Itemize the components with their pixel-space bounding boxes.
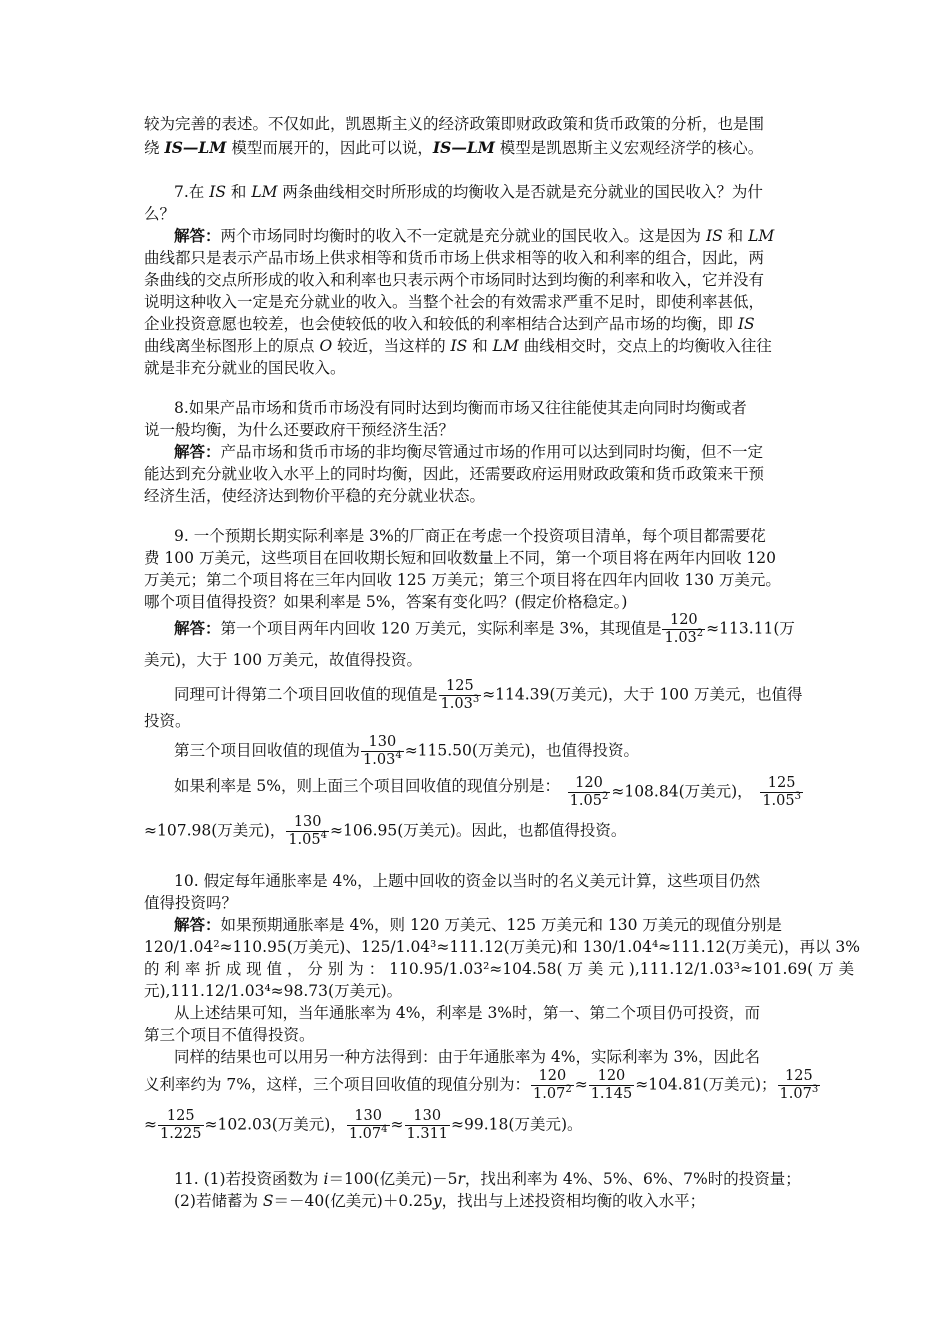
- intro-line-1: 较为完善的表述。不仅如此，凯恩斯主义的经济政策即财政政策和货币政策的分析，也是围: [144, 115, 765, 133]
- q11-line-2: (2)若储蓄为 S＝－40(亿美元)＋0.25y，找出与上述投资相均衡的收入水平；: [174, 1192, 706, 1210]
- intro-line-2: 绕 IS—LM 模型而展开的，因此可以说，IS—LM 模型是凯恩斯主义宏观经济学的核心。: [144, 138, 764, 157]
- fraction-120-over-1.145: $\frac{120}{1.145}$: [590, 1068, 633, 1102]
- q8-answer-line-3: 经济生活，使经济达到物价平稳的充分就业状态。: [144, 487, 486, 505]
- q8-question-line-1: 8.如果产品市场和货币市场没有同时达到均衡而市场又往往能使其走向同时均衡或者: [174, 399, 747, 417]
- q8-answer-line-2: 能达到充分就业收入水平上的同时均衡，因此，还需要政府运用财政政策和货币政策来干预: [144, 465, 765, 483]
- q9-question-line-4: 哪个项目值得投资？如果利率是 5%，答案有变化吗？(假定价格稳定。): [144, 593, 628, 611]
- q9-question-line-2: 费 100 万美元，这些项目在回收期长短和回收数量上不同，第一个项目将在两年内回收 120: [144, 549, 776, 567]
- fraction-130-over-1.07-4: $\frac{130}{1.07^4}$: [348, 1108, 388, 1142]
- q7-answer-line-6: 曲线离坐标图形上的原点 O 较近，当这样的 IS 和 LM 曲线相交时，交点上的均衡收入往往: [144, 337, 772, 355]
- q7-question-line-1: 7.在 IS 和 LM 两条曲线相交时所形成的均衡收入是否就是充分就业的国民收入？为什: [174, 183, 763, 201]
- answer-label: 解答：: [174, 915, 221, 934]
- q11-line-1: 11. (1)若投资函数为 i＝100(亿美元)－5r，找出利率为 4%、5%、6%、7%时的投资量；: [174, 1170, 801, 1188]
- fraction-120-over-1.05-sq: $\frac{120}{1.05^2}$: [569, 775, 609, 809]
- q10-answer-line-2: 120/1.04²≈110.95(万美元)、125/1.04³≈111.12(万美元)和 130/1.04⁴≈111.12(万美元)，再以 3%: [144, 938, 860, 956]
- q9-question-line-1: 9. 一个预期长期实际利率是 3%的厂商正在考虑一个投资项目清单，每个项目都需要花: [174, 527, 766, 545]
- q9-answer-line-2: 美元)，大于 100 万美元，故值得投资。: [144, 651, 422, 669]
- fraction-125-over-1.03-cube: $\frac{125}{1.03^3}$: [440, 678, 480, 712]
- q10-answer-line-8: 义利率约为 7%，这样，三个项目回收值的现值分别为： $\frac{120}{1.07^2}$ ≈ $\frac{120}{1.145}$ ≈104.81(万美元)； $\frac{125}{1.07^3}$: [144, 1068, 819, 1102]
- fraction-120-over-1.07-sq: $\frac{120}{1.07^2}$: [533, 1068, 572, 1102]
- fraction-125-over-1.225: $\frac{125}{1.225}$: [160, 1108, 202, 1142]
- q10-question-line-1: 10. 假定每年通胀率是 4%，上题中回收的资金以当时的名义美元计算，这些项目仍然: [174, 872, 761, 890]
- q7-question-line-2: 么？: [144, 205, 176, 223]
- fraction-130-over-1.311: $\frac{130}{1.311}$: [406, 1108, 449, 1142]
- q10-answer-line-1: 解答：如果预期通胀率是 4%，则 120 万美元、125 万美元和 130 万美元的现值分别是: [174, 915, 782, 934]
- q7-answer-line-2: 曲线都只是表示产品市场上供求相等和货币市场上供求相等的收入和利率的组合，因此，两: [144, 249, 765, 267]
- q7-answer-line-5: 企业投资意愿也较差，也会使较低的收入和较低的利率相结合达到产品市场的均衡，即 IS: [144, 315, 755, 333]
- q7-answer-line-4: 说明这种收入一定是充分就业的收入。当整个社会的有效需求严重不足时，即使利率甚低，: [144, 293, 765, 311]
- q7-answer-line-7: 就是非充分就业的国民收入。: [144, 359, 346, 377]
- q9-answer-line-4: 投资。: [144, 712, 191, 730]
- q9-answer-line-6: 如果利率是 5%，则上面三个项目回收值的现值分别是： $\frac{120}{1.05^2}$ ≈108.84(万美元)， $\frac{125}{1.05^3}$: [174, 775, 801, 809]
- q9-answer-line-1: 解答：第一个项目两年内回收 120 万美元，实际利率是 3%，其现值是 $\frac{120}{1.03^2}$ ≈113.11(万: [174, 612, 795, 646]
- answer-label: 解答：: [174, 618, 221, 638]
- q10-answer-line-3: 的 利 率 折 成 现 值 ， 分 别 为 ： 110.95/1.03²≈104.58( 万 美 元 ),111.12/1.03³≈101.69( 万 美: [144, 960, 855, 978]
- fraction-130-over-1.03-4: $\frac{130}{1.03^4}$: [363, 734, 402, 768]
- q7-answer-line-3: 条曲线的交点所形成的收入和利率也只表示两个市场同时达到均衡的利率和收入，它并没有: [144, 271, 765, 289]
- answer-label: 解答：: [174, 442, 221, 461]
- fraction-130-over-1.05-4: $\frac{130}{1.05^4}$: [288, 814, 327, 848]
- q10-answer-line-6: 第三个项目不值得投资。: [144, 1026, 315, 1044]
- fraction-125-over-1.05-cube: $\frac{125}{1.05^3}$: [762, 775, 801, 809]
- q8-answer-line-1: 解答：产品市场和货币市场的非均衡尽管通过市场的作用可以达到同时均衡，但不一定: [174, 442, 764, 461]
- q9-answer-line-7: ≈107.98(万美元)， $\frac{130}{1.05^4}$ ≈106.95(万美元)。因此，也都值得投资。: [144, 814, 627, 848]
- fraction-120-over-1.03-sq: $\frac{120}{1.03^2}$: [664, 612, 704, 646]
- q9-answer-line-3: 同理可计得第二个项目回收值的现值是 $\frac{125}{1.03^3}$ ≈114.39(万美元)，大于 100 万美元，也值得: [174, 678, 803, 712]
- q9-question-line-3: 万美元；第二个项目将在三年内回收 125 万美元；第三个项目将在四年内回收 130 万美元。: [144, 571, 781, 589]
- q8-question-line-2: 说一般均衡，为什么还要政府干预经济生活？: [144, 421, 455, 439]
- q10-answer-line-5: 从上述结果可知，当年通胀率为 4%，利率是 3%时，第一、第二个项目仍可投资，而: [174, 1004, 761, 1022]
- fraction-125-over-1.07-cube: $\frac{125}{1.07^3}$: [779, 1068, 819, 1102]
- q7-answer-line-1: 解答：两个市场同时均衡时的收入不一定就是充分就业的国民收入。这是因为 IS 和 LM: [174, 226, 775, 245]
- q10-answer-line-7: 同样的结果也可以用另一种方法得到：由于年通胀率为 4%，实际利率为 3%，因此名: [174, 1048, 761, 1066]
- q10-answer-line-9: ≈ $\frac{125}{1.225}$ ≈102.03(万美元)， $\frac{130}{1.07^4}$ ≈ $\frac{130}{1.311}$ ≈99.18(万美元)。: [144, 1108, 583, 1142]
- q10-question-line-2: 值得投资吗？: [144, 894, 238, 912]
- answer-label: 解答：: [174, 226, 221, 245]
- q9-answer-line-5: 第三个项目回收值的现值为 $\frac{130}{1.03^4}$ ≈115.50(万美元)，也值得投资。: [174, 734, 640, 768]
- q10-answer-line-4: 元),111.12/1.03⁴≈98.73(万美元)。: [144, 982, 403, 1000]
